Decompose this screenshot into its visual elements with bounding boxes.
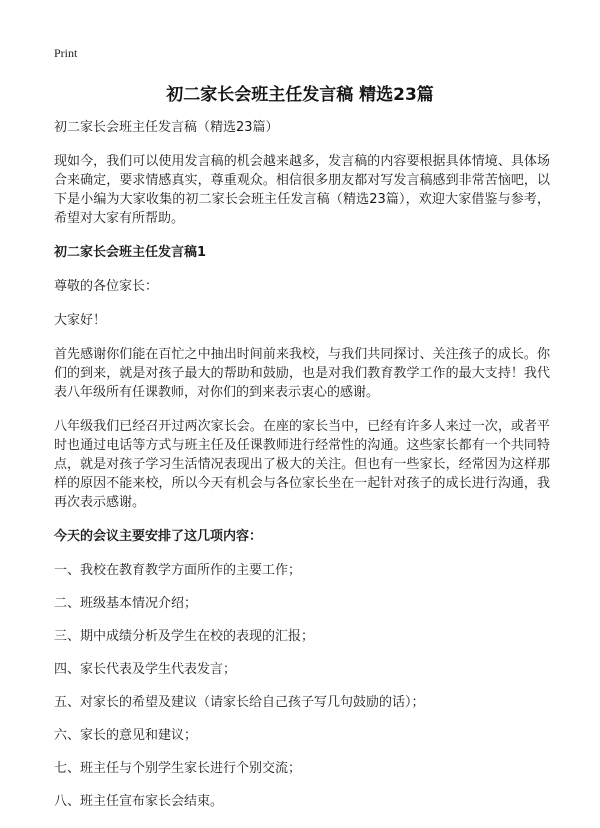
intro-paragraph: 现如今，我们可以使用发言稿的机会越来越多，发言稿的内容要根据具体情境、具体场合来确定，要求情感真实，尊重观众。相信很多朋友都对写发言稿感到非常苦恼吧，以下是小编为大家收集的初二家长会班主任发言稿（精选23篇），欢迎大家借鉴与参考，希望对大家有所帮助。 <box>54 154 550 226</box>
page-title: 初二家长会班主任发言稿 精选23篇 <box>166 85 434 105</box>
salutation: 尊敬的各位家长： <box>54 279 159 294</box>
document-body <box>54 118 550 825</box>
greeting: 大家好！ <box>54 313 107 328</box>
speech-heading: 初二家长会班主任发言稿1 <box>54 245 207 260</box>
agenda-item: 七、班主任与个别学生家长进行个别交流； <box>54 761 302 776</box>
print-label: Print <box>54 46 78 60</box>
agenda-item: 六、家长的意见和建议； <box>54 728 198 743</box>
speech-paragraph-2: 八年级我们已经召开过两次家长会。在座的家长当中，已经有许多人来过一次，或者平时也通过电话等方式与班主任及任课教师进行经常性的沟通。这些家长都有一个共同特点，就是对孩子学习生活情况表现出了极大的关注。但也有一些家长，经常因为这样那样的原因不能来校，所以今天有机会与各位家长坐在一起针对孩子的成长进行沟通，我再次表示感谢。 <box>54 419 550 510</box>
agenda-item: 八、班主任宣布家长会结束。 <box>54 794 224 809</box>
agenda-list <box>54 561 550 811</box>
agenda-item: 二、班级基本情况介绍； <box>54 596 198 611</box>
agenda-item: 五、对家长的希望及建议（请家长给自己孩子写几句鼓励的话）； <box>54 695 425 710</box>
intro-subtitle: 初二家长会班主任发言稿（精选23篇） <box>54 120 279 135</box>
agenda-item: 三、期中成绩分析及学生在校的表现的汇报； <box>54 629 315 644</box>
speech-paragraph-1: 首先感谢你们能在百忙之中抽出时间前来我校，与我们共同探讨、关注孩子的成长。你们的到来，就是对孩子最大的帮助和鼓励，也是对我们教育教学工作的最大支持！我代表八年级所有任课教师，对你们的到来表示衷心的感谢。 <box>54 347 550 400</box>
agenda-heading: 今天的会议主要安排了这几项内容： <box>54 529 263 544</box>
agenda-item: 一、我校在教育教学方面所作的主要工作； <box>54 563 302 578</box>
agenda-item: 四、家长代表及学生代表发言； <box>54 662 237 677</box>
